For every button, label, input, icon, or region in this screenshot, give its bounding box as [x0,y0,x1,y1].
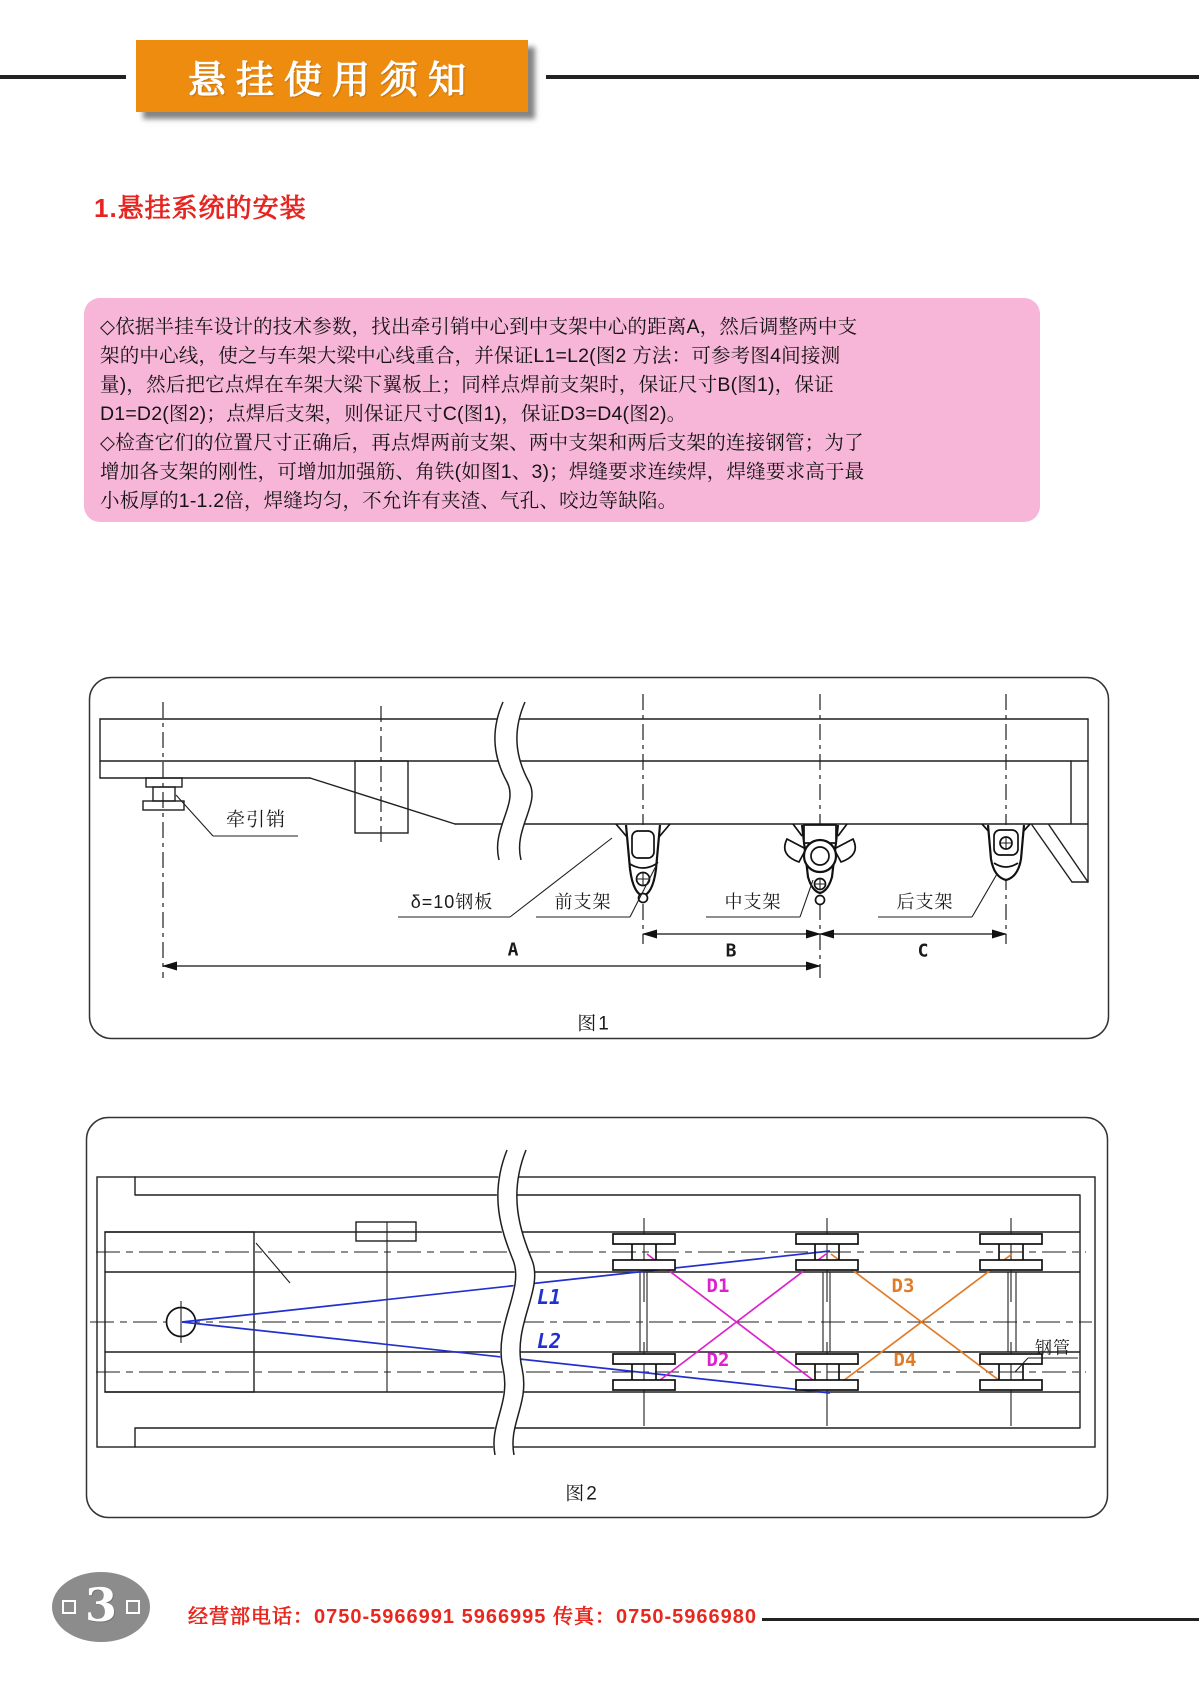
header-rule-left [0,75,126,79]
section-heading: 1.悬挂系统的安装 [94,193,307,223]
l1-label: L1 [536,1285,562,1309]
notice-box [84,298,1040,522]
d1-label: D1 [706,1275,730,1297]
chassis-beam [100,719,1088,882]
d4-label: D4 [893,1349,917,1371]
figure2-drawing [85,1116,1111,1522]
middle-bracket [785,824,856,905]
d3-label: D3 [891,1275,915,1297]
notice-line: 架的中心线，使之与车架大梁中心线重合，并保证L1=L2(图2 方法：可参考图4间接测 [100,345,841,367]
rear-bracket [982,824,1030,880]
centerlines [90,1252,1092,1372]
kingpin-label: 牵引销 [225,809,287,831]
figure2-caption: 图2 [565,1483,599,1505]
d2-label: D2 [706,1349,730,1371]
notice-line: D1=D2(图2)；点焊后支架，则保证尺寸C(图1)，保证D3=D4(图2)。 [100,403,687,425]
page-number-badge [52,1572,150,1642]
notice-line: 小板厚的1-1.2倍，焊缝均匀，不允许有夹渣、气孔、咬边等缺陷。 [100,490,678,512]
rear-bracket-label: 后支架 [896,892,954,912]
page-number: 3 [84,1578,117,1632]
dim-b-label: B [725,940,737,962]
notice-line: 量)，然后把它点焊在车架大梁下翼板上；同样点焊前支架时，保证尺寸B(图1)，保证 [100,374,834,396]
kingpin-plan [167,1301,196,1343]
page-title: 悬挂使用须知 [187,59,476,102]
tube-label: 钢管 [1035,1338,1071,1358]
dim-c-label: C [917,940,929,962]
break-symbol [495,702,532,860]
middle-bracket-label: 中支架 [724,892,782,912]
notice-line: ◇检查它们的位置尺寸正确后，再点焊两前支架、两中支架和两后支架的连接钢管；为了 [100,432,864,454]
figure1-border [90,678,1109,1039]
badge-square-icon [62,1600,76,1614]
footer-contact: 经营部电话：0750-5966991 5966995 传真：0750-5966980 [188,1606,758,1628]
badge-square-icon [126,1600,140,1614]
footer-rule [762,1618,1199,1621]
l2-label: L2 [536,1329,562,1353]
frame-outline [97,1177,1095,1447]
title-banner [136,40,528,112]
dimension-lines [163,934,1006,966]
notice-line: 增加各支架的刚性，可增加加强筋、角铁(如图1、3)；焊缝要求连续焊，焊缝要求高于最 [100,461,865,483]
figure1-drawing [88,676,1112,1042]
break-symbol [494,1150,535,1455]
header-rule-right [546,75,1199,79]
dim-a-label: A [507,939,519,961]
front-block [105,1232,290,1392]
plate-label: δ=10钢板 [410,892,494,912]
front-bracket-label: 前支架 [554,892,612,912]
figure1-caption: 图1 [577,1013,611,1035]
notice-line: ◇依据半挂车设计的技术参数，找出牵引销中心到中支架中心的距离A，然后调整两中支 [100,316,858,338]
